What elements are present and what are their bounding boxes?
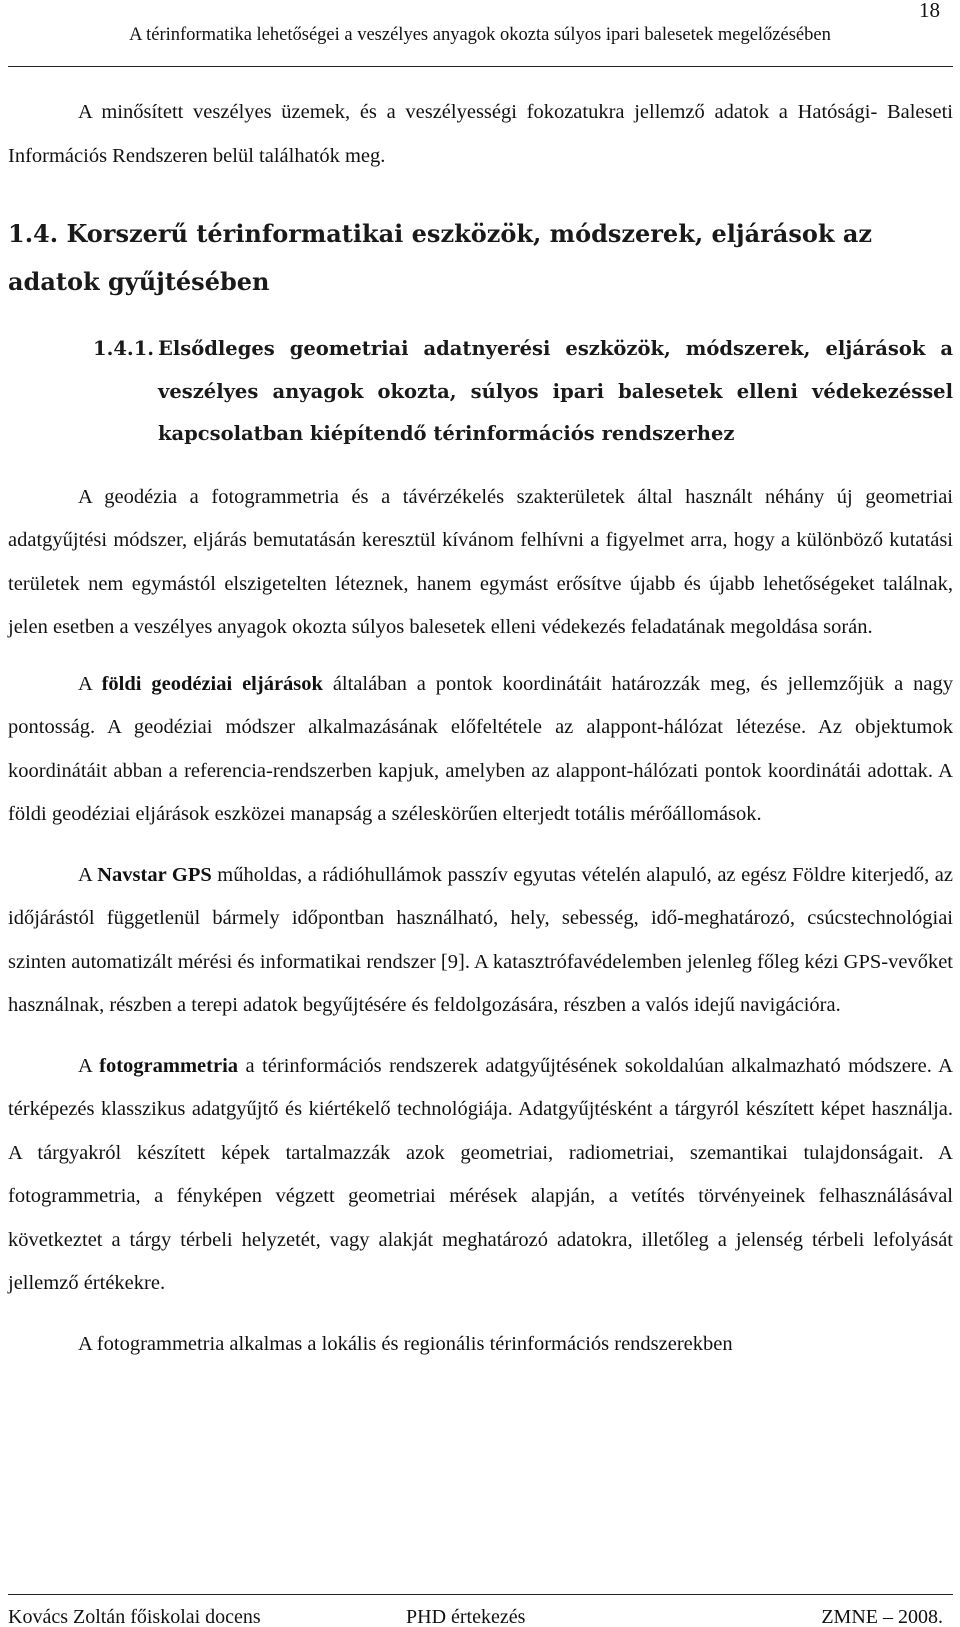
paragraph-ground-geodesy xyxy=(8,663,953,837)
section-title: Korszerű térinformatikai eszközök, módszerek, eljárások az adatok gyűjtésében xyxy=(8,219,873,296)
paragraph-lead: A xyxy=(78,863,98,886)
paragraph-geodesy-intro: A geodézia a fotogrammetria és a távérzékelés szakterületek által használt néhány új geometriai adatgyűjtési módszer, eljárás bemutatásán keresztül kívánom felhívni a figyelmet arra, hogy a különböző kutatási területek nem egymástól elszigetelten léteznek, hanem egymást erősítve újabb és újabb lehetőségeket találnak, jelen esetben a veszélyes anyagok okozta súlyos balesetek elleni védekezés feladatának megoldása során. xyxy=(8,485,953,638)
intro-paragraph: A minősített veszélyes üzemek, és a veszélyességi fokozatukra jellemző adatok a Hatósági- Baleseti Információs Rendszeren belül találhatók meg. xyxy=(8,101,953,167)
paragraph-text: általában a pontok koordinátáit határozzák meg, és jellemzőjük a nagy pontosság. A geodéziai módszer alkalmazásának előfeltétele az alappont-hálózat létezése. Az objektumok koordinátáit abban a referencia-rendszerben kapjuk, amelyben az alappont-hálózati pontok koordinátái adottak. A földi geodéziai eljárások eszközei manapság a széleskörűen elterjedt totális mérőállomások. xyxy=(8,672,953,825)
paragraph-text: a térinformációs rendszerek adatgyűjtésének sokoldalúan alkalmazható módszere. A térképezés klasszikus adatgyűjtő és kiértékelő technológiája. Adatgyűjtésként a tárgyról készített képet használja. A tárgyakról készített képek tartalmazzák azok geometriai, radiometriai, szemantikai tulajdonságait. A fotogrammetria, a fényképen végzett geometriai mérések alapján, a vetítés törvényeinek felhasználásával következtet a tárgy térbeli helyzetét, vagy alakját meghatározó adatokra, illetőleg a jelenség térbeli lefolyását jellemző értékekre. xyxy=(8,1054,953,1294)
section-number: 1.4. xyxy=(8,219,59,248)
running-header: A térinformatika lehetőségei a veszélyes anyagok okozta súlyos ipari balesetek megelőzésében xyxy=(129,25,831,45)
term-photogrammetry: fotogrammetria xyxy=(99,1054,239,1077)
footer-document-type: PHD értekezés xyxy=(406,1606,526,1627)
footer-author: Kovács Zoltán főiskolai docens xyxy=(8,1606,261,1627)
page-footer xyxy=(8,1605,953,1627)
subsection-title: Elsődleges geometriai adatnyerési eszközök, módszerek, eljárások a veszélyes anyagok okozta, súlyos ipari balesetek elleni védekezéssel kapcsolatban kiépítendő térinformációs rendszerhez xyxy=(158,337,953,445)
page-content xyxy=(8,91,953,1366)
paragraph-text: műholdas, a rádióhullámok passzív egyutas vételén alapuló, az egész Földre kiterjedő, az időjárástól függetlenül bármely időpontban használható, hely, sebesség, idő-meghatározó, csúcstechnológiai szinten automatizált mérési és informatikai rendszer [9]. A katasztrófavédelemben jelenleg főleg kézi GPS-vevőket használnak, részben a terepi adatok begyűjtésére és feldolgozására, részben a valós idejű navigációra. xyxy=(8,863,953,1016)
page-number: 18 xyxy=(919,0,940,22)
section-heading xyxy=(8,210,953,306)
subsection-number: 1.4.1. xyxy=(93,337,155,360)
term-ground-geodesy: földi geodéziai eljárások xyxy=(101,672,323,695)
footer-institution: ZMNE – 2008. xyxy=(821,1606,943,1627)
paragraph-photogrammetry xyxy=(8,1045,953,1306)
paragraph-lead: A xyxy=(78,1054,100,1077)
paragraph-photogrammetry-gis: A fotogrammetria alkalmas a lokális és regionális térinformációs rendszerekben xyxy=(78,1332,733,1355)
footer-divider xyxy=(8,1594,953,1595)
header-divider xyxy=(8,66,953,67)
paragraph-lead: A xyxy=(78,672,102,695)
term-navstar-gps: Navstar GPS xyxy=(97,863,212,886)
subsection-heading xyxy=(93,328,953,456)
paragraph-gps xyxy=(8,854,953,1028)
